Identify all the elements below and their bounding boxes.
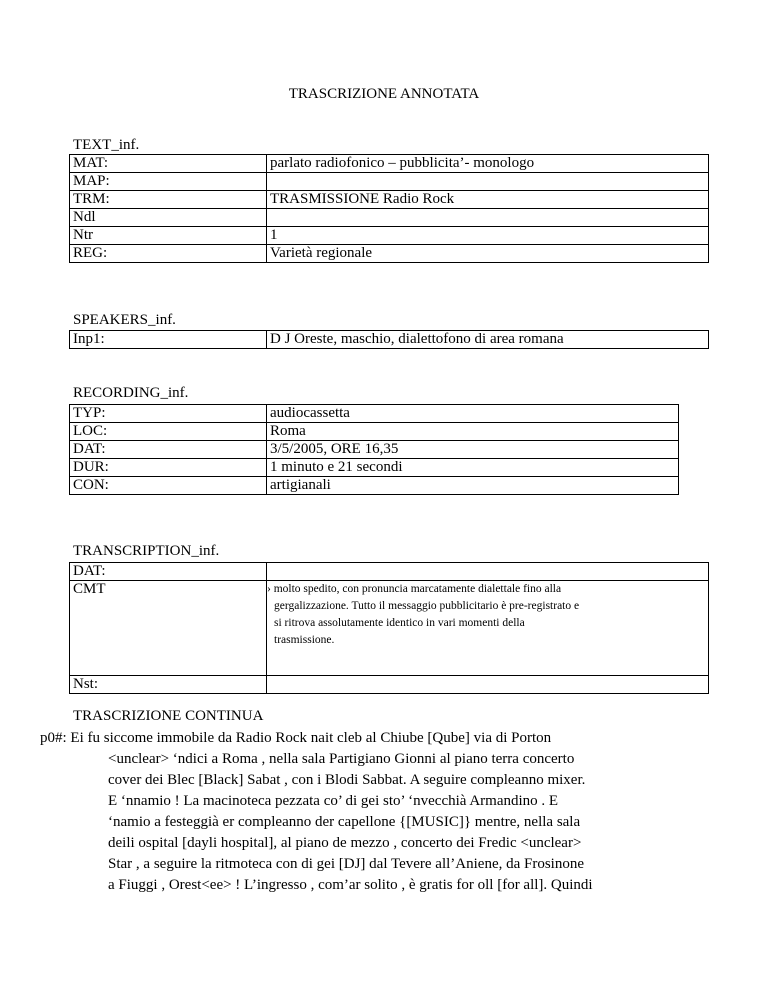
comment-line: gergalizzazione. Tutto il messaggio pubblicitario è pre-registrato e <box>274 600 580 612</box>
comment-cell <box>267 581 709 676</box>
row-value: artigianali <box>267 477 679 495</box>
row-value <box>267 173 709 191</box>
table-row <box>70 191 709 209</box>
row-label: CON: <box>70 477 267 495</box>
row-label: Inp1: <box>70 331 267 349</box>
speakers-inf-table <box>69 330 709 349</box>
comment-line: › molto spedito, con pronuncia marcatamente dialettale fino alla <box>267 583 562 595</box>
row-value: Varietà regionale <box>267 245 709 263</box>
transcript-line: <unclear> ‘ndici a Roma , nella sala Partigiano Gionni al piano terra concerto <box>108 751 575 767</box>
table-row <box>70 209 709 227</box>
row-label: Ntr <box>70 227 267 245</box>
table-row <box>70 581 709 676</box>
row-label: CMT <box>70 581 267 676</box>
table-row <box>70 441 679 459</box>
table-row <box>70 331 709 349</box>
row-label: DAT: <box>70 441 267 459</box>
row-value: Roma <box>267 423 679 441</box>
row-value: 1 <box>267 227 709 245</box>
row-label: TYP: <box>70 405 267 423</box>
table-row <box>70 405 679 423</box>
transcription-inf-table <box>69 562 709 694</box>
transcript-line: E ‘nnamio ! La macinoteca pezzata co’ di gei sto’ ‘nvecchià Armandino . E <box>108 793 559 809</box>
table-row <box>70 477 679 495</box>
row-value: parlato radiofonico – pubblicita’- monologo <box>267 155 709 173</box>
speakers-inf-heading: SPEAKERS_inf. <box>73 312 176 328</box>
row-value: TRASMISSIONE Radio Rock <box>267 191 709 209</box>
row-value <box>267 563 709 581</box>
table-row <box>70 173 709 191</box>
row-label: MAT: <box>70 155 267 173</box>
row-label: MAP: <box>70 173 267 191</box>
table-row <box>70 155 709 173</box>
row-label: REG: <box>70 245 267 263</box>
transcript-paragraph <box>40 728 740 896</box>
table-row <box>70 245 709 263</box>
text-inf-heading: TEXT_inf. <box>73 137 140 153</box>
table-row <box>70 459 679 477</box>
row-label: DUR: <box>70 459 267 477</box>
row-label: Nst: <box>70 676 267 694</box>
text-inf-table <box>69 154 709 263</box>
transcript-line: p0#: Ei fu siccome immobile da Radio Rock nait cleb al Chiube [Qube] via di Porton <box>40 730 552 746</box>
transcript-line: a Fiuggi , Orest<ee> ! L’ingresso , com’ar solito , è gratis for oll [for all]. Quindi <box>108 877 593 893</box>
table-row <box>70 227 709 245</box>
row-label: TRM: <box>70 191 267 209</box>
row-value: D J Oreste, maschio, dialettofono di area romana <box>267 331 709 349</box>
row-label: Ndl <box>70 209 267 227</box>
document-title: TRASCRIZIONE ANNOTATA <box>288 86 480 102</box>
row-label: LOC: <box>70 423 267 441</box>
transcript-line: deili ospital [dayli hospital], al piano de mezzo , concerto dei Fredic <unclear> <box>108 835 582 851</box>
table-row <box>70 423 679 441</box>
recording-inf-heading: RECORDING_inf. <box>73 385 189 401</box>
transcript-line: cover dei Blec [Black] Sabat , con i Blodi Sabbat. A seguire compleanno mixer. <box>108 772 586 788</box>
row-value: audiocassetta <box>267 405 679 423</box>
comment-line: si ritrova assolutamente identico in vari momenti della <box>274 617 525 629</box>
row-value <box>267 209 709 227</box>
transcription-inf-heading: TRANSCRIPTION_inf. <box>73 543 220 559</box>
row-value <box>267 676 709 694</box>
transcript-line: ‘namio a festeggià er compleanno der capellone {[MUSIC]} mentre, nella sala <box>108 814 581 830</box>
comment-line: trasmissione. <box>274 634 335 646</box>
row-value: 1 minuto e 21 secondi <box>267 459 679 477</box>
row-label: DAT: <box>70 563 267 581</box>
continua-heading: TRASCRIZIONE CONTINUA <box>73 708 264 724</box>
transcript-line: Star , a seguire la ritmoteca con di gei [DJ] dal Tevere all’Aniene, da Frosinone <box>108 856 585 872</box>
table-row <box>70 676 709 694</box>
recording-inf-table <box>69 404 679 495</box>
row-value: 3/5/2005, ORE 16,35 <box>267 441 679 459</box>
table-row <box>70 563 709 581</box>
